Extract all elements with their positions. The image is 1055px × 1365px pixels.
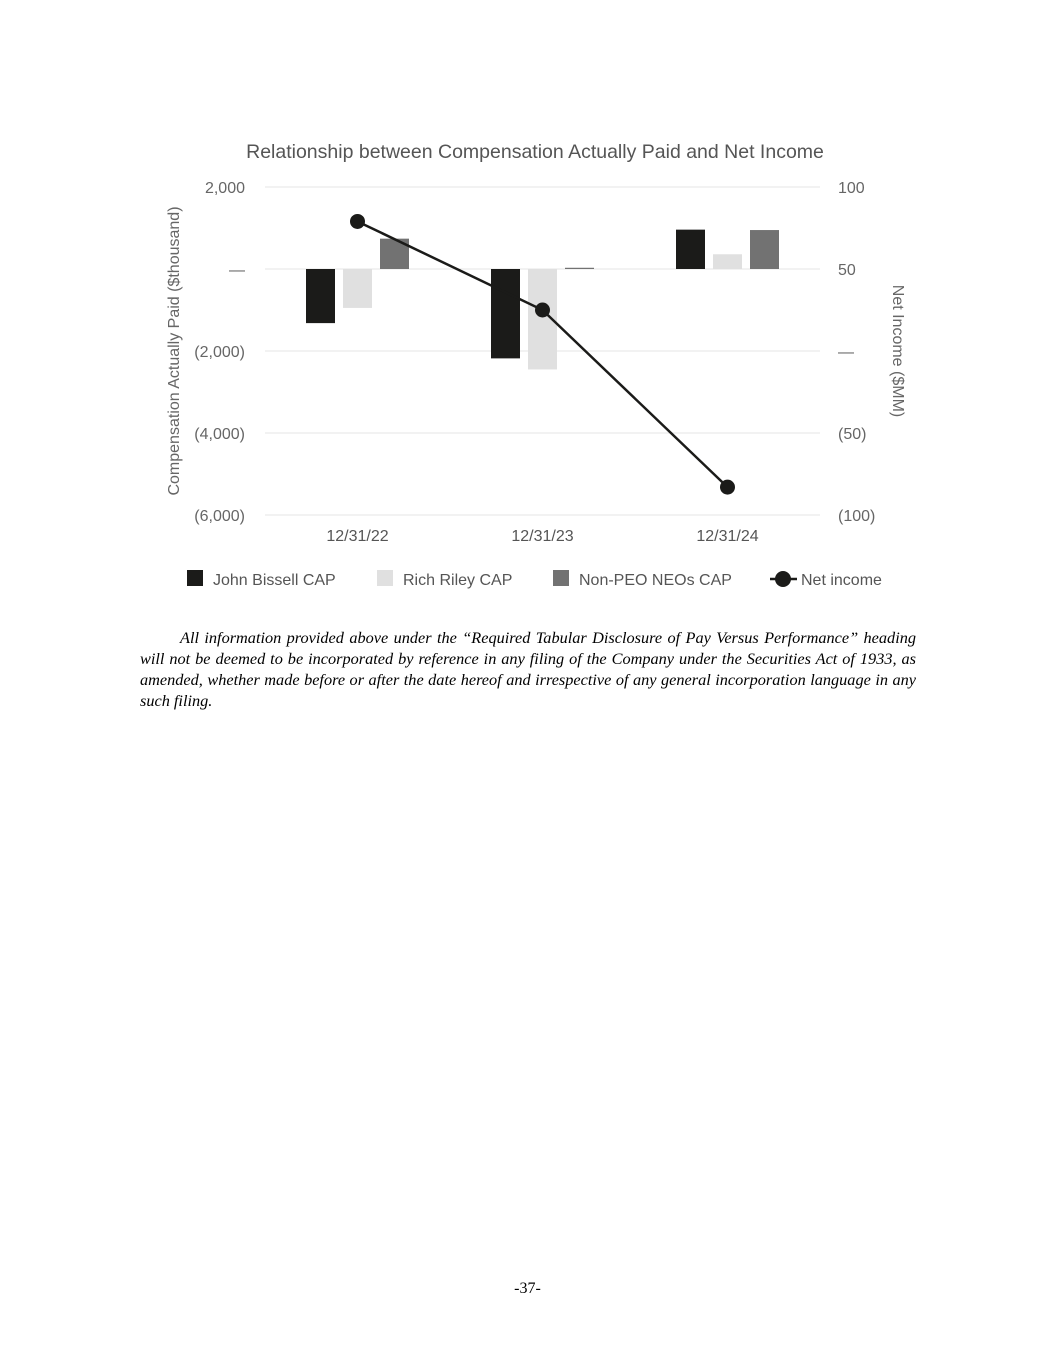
bar bbox=[750, 230, 779, 269]
y2-tick-label: 50 bbox=[838, 262, 856, 279]
chart bbox=[0, 0, 1055, 610]
bars bbox=[306, 230, 779, 370]
y-tick-label: (6,000) bbox=[194, 508, 245, 525]
legend-swatch-rich-riley bbox=[377, 570, 393, 586]
y-tick-label: 2,000 bbox=[204, 180, 245, 197]
y-tick-label: (4,000) bbox=[194, 426, 245, 443]
bar bbox=[306, 269, 335, 323]
y-tick-label: — bbox=[229, 262, 245, 279]
page-number: -37- bbox=[514, 1280, 541, 1297]
legend-item-john-bissell bbox=[187, 570, 336, 589]
legend-item-net-income bbox=[770, 571, 882, 589]
bar bbox=[491, 269, 520, 358]
legend-item-rich-riley bbox=[377, 570, 512, 589]
y-tick-label: (2,000) bbox=[194, 344, 245, 361]
bar bbox=[713, 254, 742, 269]
legend bbox=[187, 570, 882, 589]
y-axis-label: Compensation Actually Paid ($thousand) bbox=[166, 206, 183, 496]
legend-label-john-bissell: John Bissell CAP bbox=[213, 572, 336, 589]
y2-tick-label: — bbox=[838, 344, 854, 361]
y2-tick-label: (100) bbox=[838, 508, 876, 525]
legend-label-non-peo-neos: Non-PEO NEOs CAP bbox=[579, 572, 732, 589]
line-point bbox=[535, 303, 550, 318]
x-tick-label: 12/31/23 bbox=[511, 528, 574, 545]
line-point bbox=[720, 480, 735, 495]
legend-label-rich-riley: Rich Riley CAP bbox=[403, 572, 513, 589]
legend-item-non-peo-neos bbox=[553, 570, 732, 589]
bar bbox=[343, 269, 372, 308]
y2-tick-label: (50) bbox=[838, 426, 867, 443]
x-tick-label: 12/31/22 bbox=[326, 528, 389, 545]
legend-swatch-non-peo-neos bbox=[553, 570, 569, 586]
line-point bbox=[350, 214, 365, 229]
legend-marker-net-income bbox=[775, 571, 791, 587]
legend-label-net-income: Net income bbox=[801, 572, 882, 589]
footnote: All information provided above under the “Required Tabular Disclosure of Pay Versus Performance” heading will not be deemed to be incorporated by reference in any filing of the Company under the Securities Act of 1933, as amended, whether made before or after the date hereof and irrespective of any general incorporation language in any such filing. bbox=[140, 628, 916, 710]
bar bbox=[676, 230, 705, 269]
legend-swatch-john-bissell bbox=[187, 570, 203, 586]
y2-axis-label: Net Income ($MM) bbox=[889, 284, 906, 418]
y2-tick-label: 100 bbox=[838, 180, 865, 197]
x-tick-label: 12/31/24 bbox=[696, 528, 759, 545]
chart-title: Relationship between Compensation Actually Paid and Net Income bbox=[246, 141, 824, 163]
bar bbox=[565, 268, 594, 269]
